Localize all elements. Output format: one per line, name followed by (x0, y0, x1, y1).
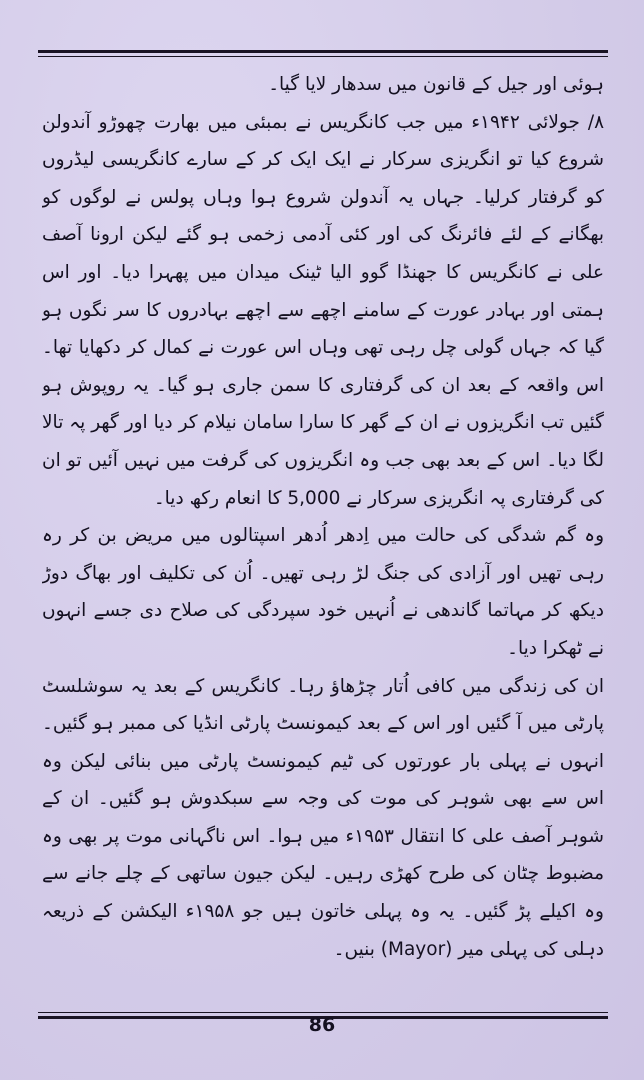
paragraph-2: ۸/ جولائی ۱۹۴۲ء میں جب کانگریس نے بمبئی میں بھارت چھوڑو آندولن شروع کیا تو انگریزی سرکار نے ایک ایک کر کے سارے کانگریسی لیڈروں کو گرفتار کرلیا۔ جہاں یہ آندولن شروع ہوا وہاں پولس نے لوگوں کو بھگانے کے لئے فائرنگ کی اور کئی آدمی زخمی ہو گئے لیکن ارونا آصف علی نے کانگریس کا جھنڈا گوو الیا ٹینک میدان میں پھہرا دیا۔ اور اس ہمتی اور بہادر عورت کے سامنے اچھے سے اچھے بہادروں کا سر نگوں ہو گیا کہ جہاں گولی چل رہی تھی وہاں اس عورت نے کمال کر دکھایا تھا۔ اس واقعہ کے بعد ان کی گرفتاری کا سمن جاری ہو گیا۔ یہ روپوش ہو گئیں تب انگریزوں نے ان کے گھر کا سارا سامان نیلام کر دیا اور گھر پہ تالا لگا دیا۔ اس کے بعد بھی جب وہ انگریزوں کی گرفت میں نہیں آئیں تو ان کی گرفتاری پہ انگریزی سرکار نے 5,000 کا انعام رکھ دیا۔ (42, 111, 604, 509)
page-number: 86 (308, 1014, 336, 1036)
top-double-rule (38, 50, 608, 57)
paragraph-4: ان کی زندگی میں کافی اُتار چڑھاؤ رہا۔ کانگریس کے بعد یہ سوشلسٹ پارٹی میں آ گئیں اور اس کے بعد کیمونسٹ پارٹی انڈیا کی ممبر ہو گئیں۔ انہوں نے پہلی بار عورتوں کی ٹیم کیمونسٹ پارٹی میں بنائی لیکن وہ اس سے بھی شوہر کی موت کی وجہ سے سبکدوش ہو گئیں۔ ان کے شوہر آصف علی کا انتقال ۱۹۵۳ء میں ہوا۔ اس ناگہانی موت پر بھی وہ مضبوط چٹان کی طرح کھڑی رہیں۔ لیکن جیون ساتھی کے چلے جانے سے وہ اکیلے پڑ گئیں۔ یہ وہ پہلی خاتون ہیں جو ۱۹۵۸ء الیکشن کے ذریعہ دہلی کی پہلی میر (Mayor) بنیں۔ (42, 675, 604, 960)
paragraph-3: وہ گم شدگی کی حالت میں اِدھر اُدھر اسپتالوں میں مریض بن کر رہ رہی تھیں اور آزادی کی جنگ لڑ رہی تھیں۔ اُن کی تکلیف اور بھاگ دوڑ دیکھ کر مہاتما گاندھی نے اُنہیں خود سپردگی کی صلاح دی جسے انہوں نے ٹھکرا دیا۔ (42, 525, 604, 659)
paragraph-1: ہوئی اور جیل کے قانون میں سدھار لایا گیا۔ (268, 74, 604, 95)
urdu-text-body (42, 66, 604, 996)
